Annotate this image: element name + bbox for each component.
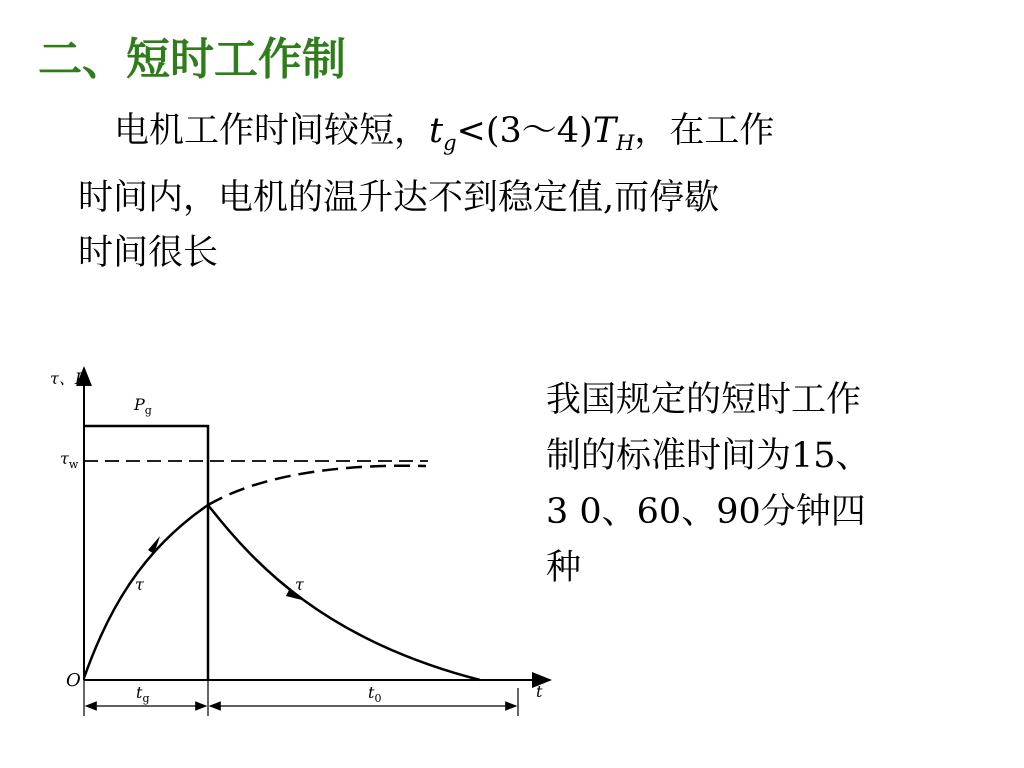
formula-T-subscript: H	[616, 131, 635, 155]
side-line-4: 种	[546, 548, 582, 588]
rise-direction-arrow-icon	[148, 536, 160, 554]
standard-times-text	[546, 372, 966, 596]
intro-paragraph	[78, 104, 978, 281]
formula-t: t	[429, 111, 444, 151]
steady-temperature-label: $\tau_w$	[60, 449, 79, 471]
formula-t-subscript: g	[443, 131, 457, 155]
side-line-3: 3 0、60、90分钟四	[546, 492, 866, 532]
side-line-1: 我国规定的短时工作	[546, 380, 862, 420]
formula	[429, 111, 635, 155]
intro-line-2: 时间内，电机的温升达不到稳定值,而停歇	[78, 178, 720, 218]
intro-line-3: 时间很长	[78, 233, 219, 273]
slide-title: 二、短时工作制	[38, 34, 346, 85]
fall-curve-label: τ	[295, 575, 304, 594]
side-line-2: 制的标准时间为15、	[546, 436, 871, 476]
power-step-line	[84, 426, 208, 680]
rest-interval-label: $t_0$	[368, 683, 382, 705]
formula-relation: <(3～4)	[456, 111, 593, 151]
temperature-asymptote-curve	[208, 466, 426, 505]
x-axis-label: t	[536, 682, 543, 701]
temperature-fall-curve	[208, 505, 480, 680]
power-label: $P_g$	[134, 395, 152, 417]
y-axis-label: τ、P	[50, 369, 86, 388]
intro-lead: 电机工作时间较短，	[114, 111, 430, 151]
working-interval-label: $t_g$	[136, 683, 150, 705]
origin-label: O	[66, 670, 81, 691]
rise-curve-label: τ	[135, 575, 144, 594]
formula-T: T	[592, 111, 617, 151]
intro-after-formula: ，在工作	[634, 111, 775, 151]
temperature-rise-curve	[84, 505, 208, 678]
temperature-rise-diagram	[50, 360, 570, 730]
